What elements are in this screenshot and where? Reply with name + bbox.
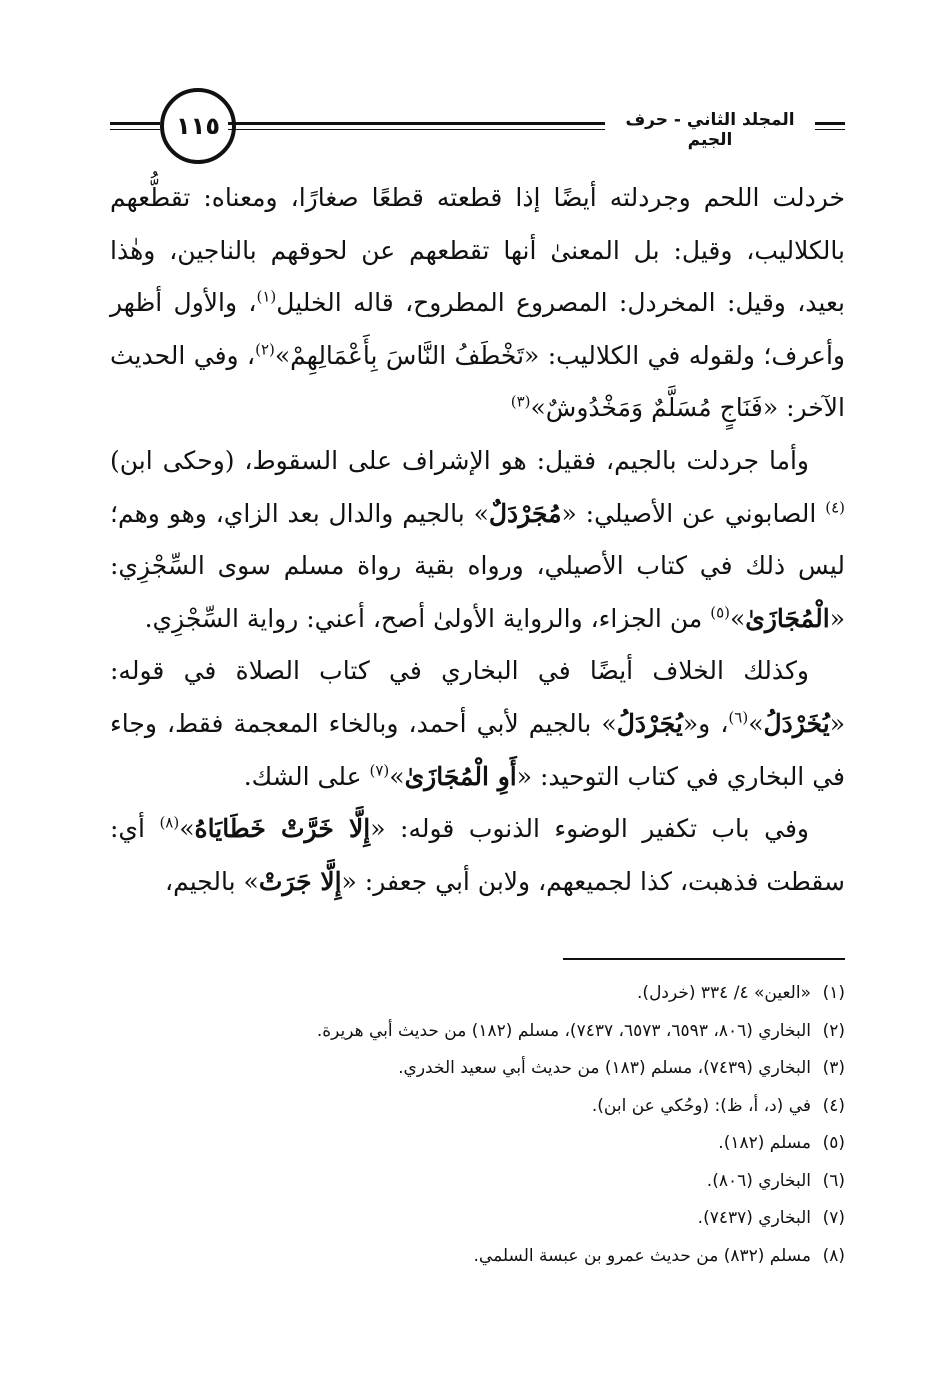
text-run: من الجزاء، والرواية الأولىٰ أصح، أعني: رواية السِّجْزِي. <box>144 603 711 633</box>
footnote-separator <box>563 958 845 960</box>
text-run: خردلت اللحم وجردلته أيضًا إذا قطعته قطعًا صغارًا، ومعناه: تقطُّعهم بالكلاليب، وقيل: بل المعنىٰ أنها تقطعهم عن لحوقهم بالناجين، وهٰذا بعيد، وقيل: المخردل: المصروع المطروح، قاله الخليل <box>110 183 845 318</box>
header-rule-left <box>110 122 160 125</box>
text-run: الصابوني عن الأصيلي: « <box>561 498 826 528</box>
footnote-number: (٣) <box>822 1058 845 1078</box>
text-run: » <box>748 708 764 738</box>
paragraph <box>110 645 845 803</box>
footnote-number: (٤) <box>822 1095 845 1116</box>
footnote-number: (١) <box>822 983 845 1003</box>
paragraph <box>110 803 845 908</box>
text-run: » بالجيم والدال بعد الزاي، وهو وهم؛ ليس ذلك في كتاب الأصيلي، ورواه بقية رواة مسلم سوى السِّجْزِي: « <box>110 498 845 633</box>
footnote-marker: (٦) <box>728 708 749 727</box>
quoted-term: أَوِ الْمُجَازَىٰ <box>404 761 517 791</box>
header-rule-middle <box>228 122 338 125</box>
footnote-text: مسلم (١٨٢). <box>718 1133 811 1153</box>
header-rule-far-right <box>815 122 845 125</box>
text-run: » <box>729 603 746 633</box>
paragraph <box>110 172 845 435</box>
footnote-marker: (٣) <box>510 393 531 412</box>
footnote-number: (٦) <box>822 1170 845 1191</box>
footnote-text: مسلم (٨٣٢) من حديث عمرو بن عبسة السلمي. <box>473 1245 811 1266</box>
header-rule-middle-thin <box>228 129 338 130</box>
footnote-number: (٢) <box>822 1020 845 1041</box>
footnote-marker: (٢) <box>255 340 275 359</box>
quoted-term: إِلَّا خَرَّتْ خَطَايَاهُ <box>194 814 371 844</box>
footnote-marker: (١) <box>256 287 277 306</box>
text-run: ، والأول أظهر وأعرف؛ ولقوله في الكلاليب: «تَخْطَفُ النَّاسَ بِأَعْمَالِهِمْ» <box>110 288 845 370</box>
header-rule-far-right-thin <box>815 129 845 130</box>
text-run: ، وفي الحديث الآخر: «فَنَاجٍ مُسَلَّمٌ وَمَخْدُوشٌ» <box>110 340 845 423</box>
text-run: على الشك. <box>243 761 370 791</box>
text-run: ، و« <box>682 708 729 738</box>
text-run: » <box>179 814 195 844</box>
main-text <box>110 172 845 908</box>
footnote-item <box>110 1050 845 1088</box>
footnote-text: البخاري (٧٤٣٧). <box>697 1208 811 1228</box>
footnote-number: (٥) <box>822 1133 845 1153</box>
paragraph <box>110 435 845 645</box>
quoted-term: إِلَّا جَرَتْ <box>258 866 342 896</box>
footnote-item <box>110 975 845 1013</box>
text-run: » بالجيم لأبي أحمد، وبالخاء المعجمة فقط، وجاء في البخاري في كتاب التوحيد: « <box>110 708 845 791</box>
footnote-number: (٧) <box>822 1208 845 1228</box>
footnote-marker: (٨) <box>159 813 180 832</box>
footnote-item <box>110 1125 845 1163</box>
text-run: » <box>389 761 405 791</box>
header-rule-right-thin <box>338 129 607 130</box>
footnote-item <box>110 1238 845 1276</box>
footnote-item <box>110 1163 845 1201</box>
header-rule-left-thin <box>110 129 160 130</box>
footnote-text: البخاري (٨٠٦). <box>706 1170 811 1191</box>
text-run: » بالجيم، <box>165 866 259 896</box>
footnote-item <box>110 1200 845 1238</box>
quoted-term: يُجَرْدَلُ <box>616 708 683 738</box>
running-head: المجلد الثاني - حرف الجيم <box>605 110 815 150</box>
quoted-term: الْمُجَازَىٰ <box>745 603 830 633</box>
text-run: وفي باب تكفير الوضوء الذنوب قوله: « <box>370 814 809 844</box>
footnote-text: البخاري (٨٠٦، ٦٥٩٣، ٦٥٧٣، ٧٤٣٧)، مسلم (١٨٢) من حديث أبي هريرة. <box>316 1020 811 1041</box>
footnotes <box>110 975 845 1275</box>
page-number-circle <box>160 88 236 164</box>
text-run: وأما جردلت بالجيم، فقيل: هو الإشراف على السقوط، (وحكى ابن) <box>110 445 809 475</box>
page-number: ١١٥ <box>176 112 220 140</box>
footnote-text: في (د، أ، ظ): (وحُكي عن ابن). <box>591 1095 811 1116</box>
footnote-marker: (٧) <box>369 761 390 780</box>
page-header <box>110 88 845 168</box>
footnote-marker: (٤) <box>825 498 845 517</box>
quoted-term: يُخَرْدَلُ <box>763 708 830 738</box>
header-rule-right <box>338 122 607 125</box>
footnote-item <box>110 1013 845 1051</box>
quoted-term: مُجَرْدَلٌ <box>488 498 562 528</box>
footnote-number: (٨) <box>822 1245 845 1266</box>
footnote-text: البخاري (٧٤٣٩)، مسلم (١٨٣) من حديث أبي سعيد الخدري. <box>398 1058 811 1078</box>
footnote-text: «العين» ٤/ ٣٣٤ (خردل). <box>637 983 811 1003</box>
text-run: وكذلك الخلاف أيضًا في البخاري في كتاب الصلاة في قوله: « <box>110 656 845 738</box>
footnote-item <box>110 1088 845 1126</box>
footnote-marker: (٥) <box>710 603 730 622</box>
text-run: أي: سقطت فذهبت، كذا لجميعهم، ولابن أبي جعفر: « <box>110 814 845 896</box>
